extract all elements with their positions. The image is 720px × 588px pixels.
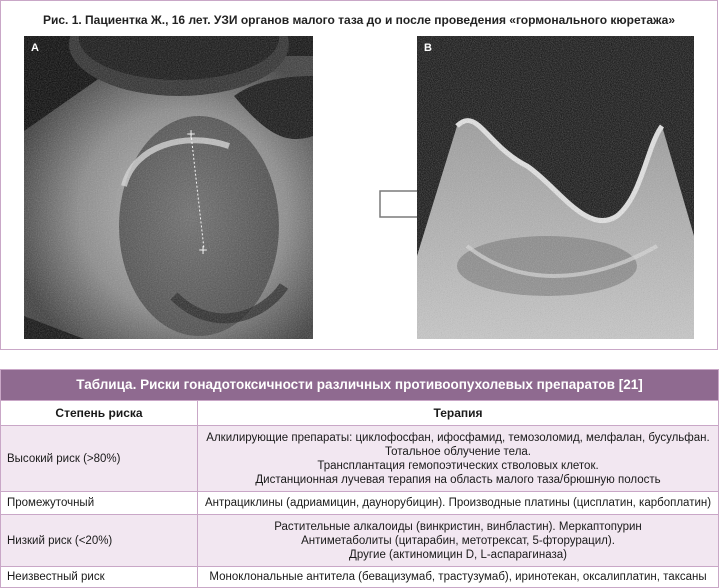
table-row [1,426,719,492]
panel-a-label: A [31,42,39,54]
risk-cell: Низкий риск (<20%) [1,515,198,567]
therapy-line: Алкилирующие препараты: циклофосфан, ифосфамид, темозоломид, мелфалан, бусульфан. [206,431,710,444]
therapy-line: Дистанционная лучевая терапия на область малого таза/брюшную полость [255,473,661,486]
therapy-line: Другие (актиномицин D, L-аспарагиназа) [349,548,567,561]
therapy-line: Тотальное облучение тела. [385,445,531,458]
figure-caption: Рис. 1. Пациентка Ж., 16 лет. УЗИ органов малого таза до и после проведения «гормонального кюретажа» [42,13,676,27]
table-row [1,567,719,588]
column-header-risk: Степень риска [1,401,198,426]
risk-cell: Промежуточный [1,492,198,515]
table-row [1,492,719,515]
ultrasound-image-before [24,36,313,339]
risk-table [0,369,720,588]
therapy-line: Моноклональные антитела (бевацизумаб, трастузумаб), иринотекан, оксалиплатин, таксаны [209,571,707,583]
therapy-cell [198,492,719,515]
therapy-cell [198,567,719,588]
therapy-cell [198,515,719,567]
therapy-line: Растительные алкалоиды (винкристин, винбластин). Меркаптопурин [274,520,642,533]
panel-b-label: B [424,42,432,54]
table-title: Таблица. Риски гонадотоксичности различных противоопухолевых препаратов [21] [1,370,719,401]
therapy-cell [198,426,719,492]
risk-cell: Неизвестный риск [1,567,198,588]
therapy-line: Антрациклины (адриамицин, даунорубицин). Производные платины (цисплатин, карбоплатин) [204,497,712,509]
ultrasound-image-after [417,36,694,339]
therapy-line: Трансплантация гемопоэтических стволовых клеток. [317,459,599,472]
table-row [1,515,719,567]
column-header-therapy: Терапия [198,401,719,426]
therapy-line: Антиметаболиты (цитарабин, метотрексат, 5-фторурацил). [301,534,615,547]
risk-cell: Высокий риск (>80%) [1,426,198,492]
